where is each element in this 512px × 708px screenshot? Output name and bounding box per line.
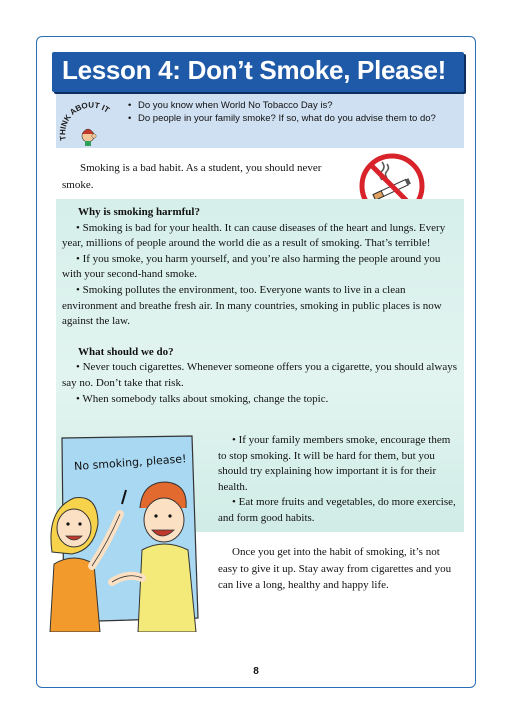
bullet-item: • When somebody talks about smoking, change the topic. bbox=[76, 392, 329, 405]
closing-paragraph: Once you get into the habit of smoking, it’s not easy to give it up. Stay away from cigarettes and you can live a long, healthy and happy life. bbox=[218, 546, 452, 591]
main-content bbox=[62, 205, 458, 407]
page-number: 8 bbox=[253, 666, 259, 677]
bullet-item: • If your family members smoke, encourage them to stop smoking. It will be hard for them, but you should try explaining how important it is for their health. bbox=[218, 434, 451, 493]
think-questions-list bbox=[128, 100, 458, 125]
kids-no-smoking-illustration bbox=[42, 432, 218, 632]
think-about-it-label: THINK ABOUT IT bbox=[58, 100, 112, 142]
sign-text: No smoking, please! bbox=[73, 452, 187, 474]
think-about-it-box bbox=[56, 94, 464, 148]
think-question: • Do people in your family smoke? If so, what do you advise them to do? bbox=[128, 113, 458, 126]
bullet-item: • Never touch cigarettes. Whenever someone offers you a cigarette, you should always say no. Don’t take that risk. bbox=[62, 361, 457, 389]
intro-paragraph: Smoking is a bad habit. As a student, you should never smoke. bbox=[62, 162, 322, 191]
bullet-item: • Smoking pollutes the environment, too. Everyone wants to live in a clean environment and breathe fresh air. In many countries, smoking in public places is now against the law. bbox=[62, 283, 442, 328]
section-heading-why: Why is smoking harmful? bbox=[78, 206, 200, 218]
right-column-text bbox=[218, 433, 458, 527]
section-heading-what: What should we do? bbox=[78, 345, 174, 358]
bullet-item: • If you smoke, you harm yourself, and you’re also harming the people around you with your second-hand smoke. bbox=[62, 252, 441, 281]
bullet-item: • Smoking is bad for your health. It can cause diseases of the heart and lungs. Every year, millions of people around the world die as a result of smoking. That’s terrible! bbox=[62, 221, 446, 250]
lesson-title: Lesson 4: Don’t Smoke, Please! bbox=[62, 55, 447, 85]
lesson-title-bar bbox=[52, 52, 464, 92]
think-about-it-icon bbox=[58, 96, 120, 146]
think-question: • Do you know when World No Tobacco Day is? bbox=[128, 100, 458, 113]
bullet-item: • Eat more fruits and vegetables, do more exercise, and form good habits. bbox=[218, 496, 456, 524]
